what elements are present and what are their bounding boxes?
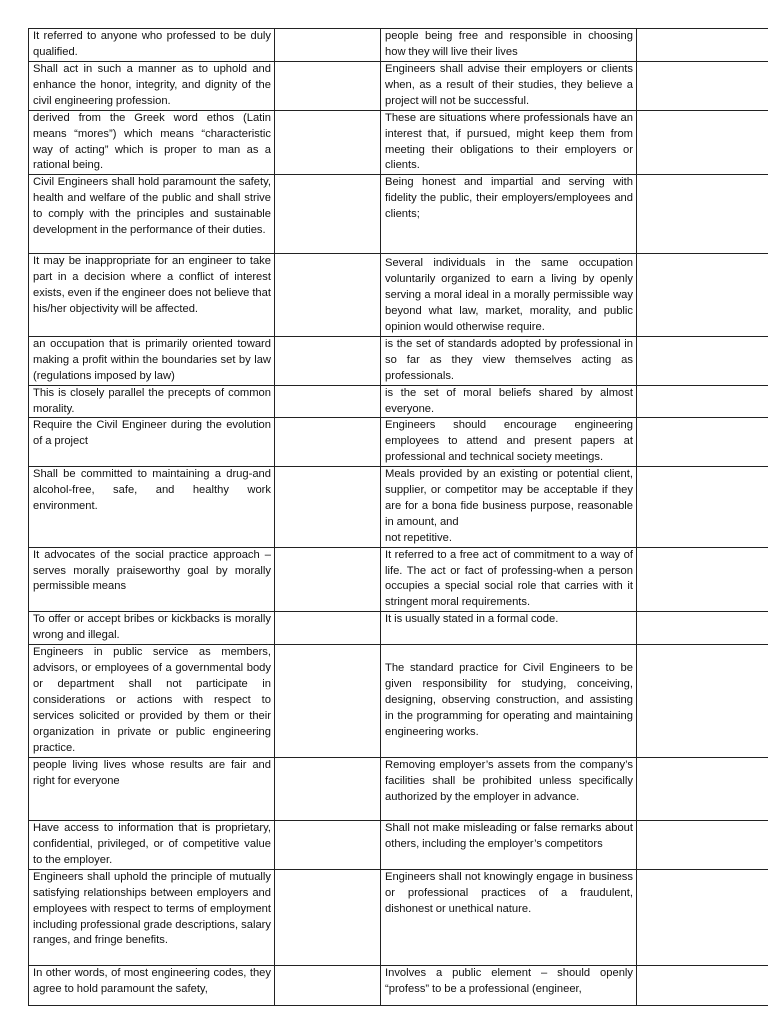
term-cell: [381, 418, 637, 467]
term-cell: [381, 612, 637, 645]
statement-text: Engineers shall uphold the principle of mutually satisfying relationships between employers and employees with respect to terms of employment including professional grade descriptions, salary ranges, and fringe benefits.: [33, 870, 271, 947]
term-cell: [381, 467, 637, 548]
table-row: [29, 110, 768, 175]
answer-blank: [637, 965, 768, 1005]
term-cell: [381, 336, 637, 385]
statement-text: Engineers in public service as members, advisors, or employees of a governmental body or department shall not participate in considerations or actions with respect to services solicited or provided by them or their organization in private or public engineering practice.: [33, 646, 271, 754]
matching-table: [28, 28, 768, 1006]
answer-blank: [637, 29, 768, 62]
table-row: [29, 612, 768, 645]
statement-cell: [29, 62, 275, 111]
table-row: [29, 385, 768, 418]
answer-blank: [275, 254, 381, 337]
answer-blank: [275, 547, 381, 612]
term-cell: [381, 254, 637, 337]
table-row: [29, 547, 768, 612]
statement-cell: [29, 758, 275, 821]
term-text: It is usually stated in a formal code.: [385, 613, 559, 626]
answer-blank: [637, 547, 768, 612]
statement-cell: [29, 29, 275, 62]
answer-blank: [637, 385, 768, 418]
answer-blank: [275, 645, 381, 758]
answer-blank: [637, 336, 768, 385]
answer-blank: [637, 175, 768, 254]
table-row: [29, 62, 768, 111]
answer-blank: [275, 821, 381, 870]
statement-cell: [29, 869, 275, 965]
statement-text: In other words, of most engineering codes, they agree to hold paramount the safety,: [33, 966, 271, 995]
term-text: Meals provided by an existing or potential client, supplier, or competitor may be acceptable if they are for a bona fide business purpose, reasonable in amount, and not repetitive.: [385, 468, 633, 544]
answer-blank: [637, 612, 768, 645]
answer-blank: [637, 869, 768, 965]
statement-text: Require the Civil Engineer during the evolution of a project: [33, 419, 271, 448]
answer-blank: [637, 821, 768, 870]
table-row: [29, 418, 768, 467]
statement-cell: [29, 175, 275, 254]
statement-cell: [29, 336, 275, 385]
term-text: Engineers should encourage engineering employees to attend and present papers at professional and technical society meetings.: [385, 419, 633, 464]
statement-text: Shall be committed to maintaining a drug-and alcohol-free, safe, and healthy work environment.: [33, 468, 271, 512]
statement-text: Civil Engineers shall hold paramount the safety, health and welfare of the public and shall strive to comply with the principles and sustainable development in the performance of their duties.: [33, 176, 271, 237]
table-row: [29, 467, 768, 548]
term-text: Several individuals in the same occupation voluntarily organized to earn a living by openly serving a moral ideal in a morally permissible way beyond what law, market, morality, and public opinion would otherwise require.: [385, 257, 633, 333]
answer-blank: [275, 385, 381, 418]
answer-blank: [637, 110, 768, 175]
statement-text: To offer or accept bribes or kickbacks is morally wrong and illegal.: [33, 613, 271, 642]
statement-cell: [29, 965, 275, 1005]
statement-text: It referred to anyone who professed to be duly qualified.: [33, 30, 271, 58]
term-text: Engineers shall not knowingly engage in business or professional practices of a fraudulent, dishonest or unethical nature.: [385, 870, 633, 915]
table-row: [29, 965, 768, 1005]
table-row: [29, 175, 768, 254]
answer-blank: [637, 645, 768, 758]
answer-blank: [275, 110, 381, 175]
term-cell: [381, 175, 637, 254]
statement-text: Have access to information that is proprietary, confidential, privileged, or of competitive value to the employer.: [33, 822, 271, 866]
answer-blank: [275, 336, 381, 385]
answer-blank: [637, 62, 768, 111]
table-row: [29, 336, 768, 385]
term-text: Engineers shall advise their employers or clients when, as a result of their studies, they believe a project will not be successful.: [385, 63, 633, 107]
statement-cell: [29, 821, 275, 870]
term-text: people being free and responsible in choosing how they will live their lives: [385, 30, 633, 58]
statement-text: people living lives whose results are fair and right for everyone: [33, 759, 271, 787]
statement-cell: [29, 254, 275, 337]
statement-text: Shall act in such a manner as to uphold and enhance the honor, integrity, and dignity of the civil engineering profession.: [33, 63, 271, 107]
term-text: is the set of moral beliefs shared by almost everyone.: [385, 386, 633, 415]
answer-blank: [275, 612, 381, 645]
answer-blank: [275, 29, 381, 62]
term-text: is the set of standards adopted by professional in so far as they view themselves acting as professionals.: [385, 337, 633, 382]
answer-blank: [275, 62, 381, 111]
table-row: [29, 254, 768, 337]
answer-blank: [637, 254, 768, 337]
statement-text: It advocates of the social practice approach – serves morally praiseworthy goal by morally permissible means: [33, 548, 271, 593]
statement-cell: [29, 385, 275, 418]
term-text: Involves a public element – should openly “profess” to be a professional (engineer,: [385, 966, 633, 995]
answer-blank: [637, 418, 768, 467]
term-cell: [381, 29, 637, 62]
statement-text: derived from the Greek word ethos (Latin means “mores”) which means “characteristic way of acting” which is proper to man as a rational being.: [33, 111, 271, 172]
answer-blank: [275, 418, 381, 467]
term-cell: [381, 821, 637, 870]
table-row: [29, 821, 768, 870]
statement-text: It may be inappropriate for an engineer to take part in a decision where a conflict of interest exists, even if the engineer does not believe that his/her objectivity will be affected.: [33, 255, 271, 316]
term-text: It referred to a free act of commitment to a way of life. The act or fact of professing-when a person occupies a special social role that carries with it stringent moral requirements.: [385, 548, 633, 609]
answer-blank: [637, 758, 768, 821]
term-cell: [381, 758, 637, 821]
term-text: Removing employer’s assets from the company’s facilities shall be prohibited unless specifically authorized by the employer in advance.: [385, 759, 633, 803]
term-text: The standard practice for Civil Engineers to be given responsibility for studying, conceiving, designing, observing construction, and assisting in the programming for operating and maintaining engineering works.: [385, 662, 633, 738]
term-text: These are situations where professionals have an interest that, if pursued, might keep them from meeting their obligations to their employers or clients.: [385, 111, 633, 172]
answer-blank: [637, 467, 768, 548]
term-text: Shall not make misleading or false remarks about others, including the employer’s competitors: [385, 822, 633, 850]
document-page: [28, 28, 768, 1024]
statement-cell: [29, 110, 275, 175]
term-cell: [381, 385, 637, 418]
statement-cell: [29, 547, 275, 612]
statement-cell: [29, 467, 275, 548]
term-cell: [381, 547, 637, 612]
term-cell: [381, 869, 637, 965]
statement-cell: [29, 418, 275, 467]
answer-blank: [275, 467, 381, 548]
term-cell: [381, 62, 637, 111]
table-row: [29, 645, 768, 758]
answer-blank: [275, 869, 381, 965]
term-cell: [381, 965, 637, 1005]
table-row: [29, 758, 768, 821]
answer-blank: [275, 758, 381, 821]
statement-cell: [29, 645, 275, 758]
answer-blank: [275, 965, 381, 1005]
statement-text: an occupation that is primarily oriented toward making a profit within the boundaries set by law (regulations imposed by law): [33, 337, 271, 382]
table-row: [29, 869, 768, 965]
term-cell: [381, 645, 637, 758]
statement-text: This is closely parallel the precepts of common morality.: [33, 386, 271, 415]
table-row: [29, 29, 768, 62]
term-text: Being honest and impartial and serving with fidelity the public, their employers/employees and clients;: [385, 176, 633, 221]
statement-cell: [29, 612, 275, 645]
answer-blank: [275, 175, 381, 254]
term-cell: [381, 110, 637, 175]
